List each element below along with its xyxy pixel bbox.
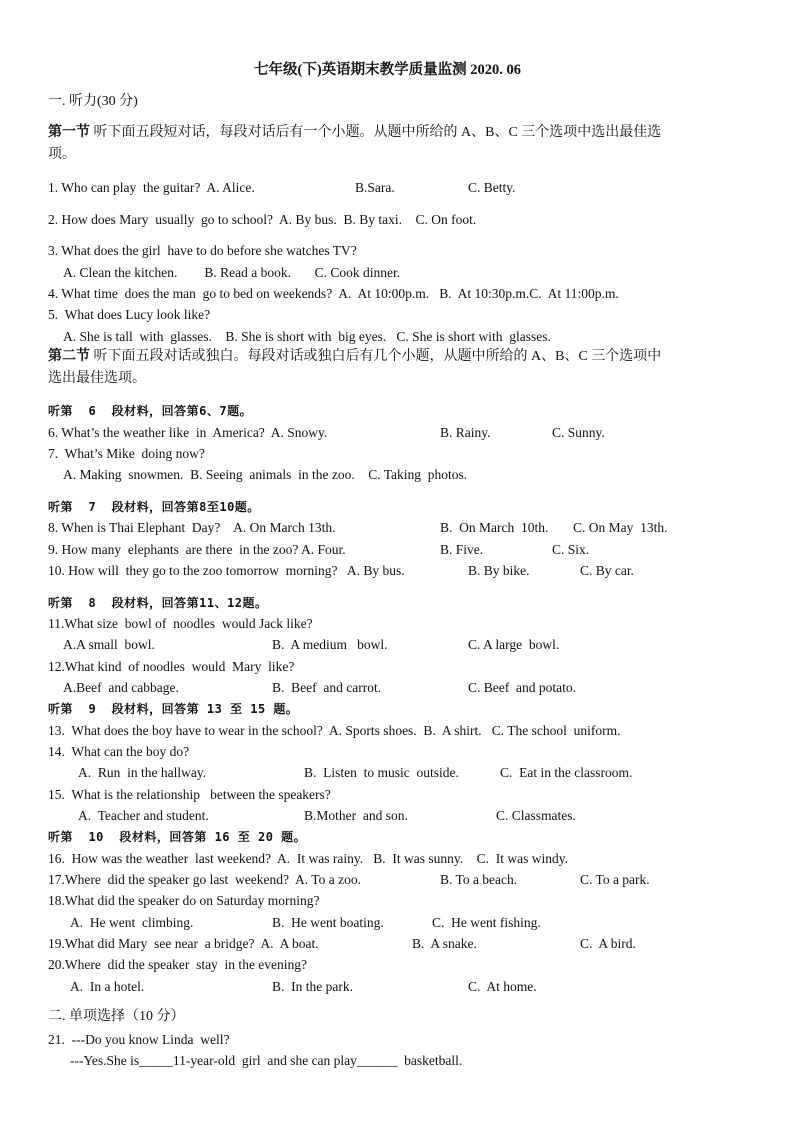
- question-12-option-b: B. Beef and carrot.: [272, 680, 382, 695]
- question-19-option-c: C. A bird.: [580, 936, 636, 951]
- part1-instructions: 第一节 听下面五段短对话，每段对话后有一个小题。从题中所给的 A、B、C 三个选项中选出最佳选: [48, 125, 662, 140]
- question-11: 11.What size bowl of noodles would Jack like?: [48, 616, 313, 631]
- question-4: 4. What time does the man go to bed on weekends? A. At 10:00p.m. B. At 10:30p.m.C. At 11:00p.m.: [48, 286, 619, 301]
- exam-title: 七年级(下)英语期末教学质量监测 2020. 06: [254, 62, 522, 78]
- question-15-option-c: C. Classmates.: [496, 808, 576, 823]
- question-5: 5. What does Lucy look like?: [48, 307, 211, 322]
- question-20-option-b: B. In the park.: [272, 979, 353, 994]
- question-6-option-b: B. Rainy.: [440, 425, 491, 440]
- question-12-option-a: A.Beef and cabbage.: [63, 680, 179, 695]
- question-21-line2: ---Yes.She is_____11-year-old girl and she can play______ basketball.: [70, 1053, 463, 1068]
- question-14: 14. What can the boy do?: [48, 744, 190, 759]
- section-listening-heading: 一. 听力(30 分): [48, 94, 138, 109]
- question-10-option-c: C. By car.: [580, 563, 634, 578]
- question-20-option-c: C. At home.: [468, 979, 537, 994]
- section-choice-heading: 二. 单项选择（10 分）: [48, 1009, 185, 1024]
- question-7: 7. What’s Mike doing now?: [48, 446, 205, 461]
- part2-label: 第二节: [48, 349, 90, 364]
- question-14-option-a: A. Run in the hallway.: [78, 765, 207, 780]
- question-9-option-b: B. Five.: [440, 542, 484, 557]
- question-7-options: A. Making snowmen. B. Seeing animals in the zoo. C. Taking photos.: [63, 467, 468, 482]
- question-3-options: A. Clean the kitchen. B. Read a book. C. Cook dinner.: [63, 265, 401, 280]
- question-14-option-b: B. Listen to music outside.: [304, 765, 459, 780]
- question-19: 19.What did Mary see near a bridge? A. A boat.: [48, 936, 319, 951]
- group-6-heading: 听第 6 段材料，回答第6、7题。: [48, 404, 253, 418]
- question-2: 2. How does Mary usually go to school? A. By bus. B. By taxi. C. On foot.: [48, 212, 477, 227]
- question-6: 6. What’s the weather like in America? A. Snowy.: [48, 425, 328, 440]
- part2-instructions: 第二节 听下面五段对话或独白。每段对话或独白后有几个小题，从题中所给的 A、B、C 三个选项中: [48, 349, 662, 364]
- question-14-option-c: C. Eat in the classroom.: [500, 765, 633, 780]
- question-16: 16. How was the weather last weekend? A. It was rainy. B. It was sunny. C. It was windy.: [48, 851, 569, 866]
- question-11-option-b: B. A medium bowl.: [272, 637, 388, 652]
- question-8: 8. When is Thai Elephant Day? A. On March 13th.: [48, 520, 336, 535]
- group-8-heading: 听第 8 段材料，回答第11、12题。: [48, 596, 268, 610]
- question-18-option-a: A. He went climbing.: [70, 915, 194, 930]
- question-17-option-c: C. To a park.: [580, 872, 650, 887]
- question-8-option-c: C. On May 13th.: [573, 520, 668, 535]
- group-7-heading: 听第 7 段材料，回答第8至10题。: [48, 500, 260, 514]
- question-18-option-c: C. He went fishing.: [432, 915, 541, 930]
- question-11-option-a: A.A small bowl.: [63, 637, 155, 652]
- part1-instructions-cont: 项。: [48, 147, 76, 162]
- question-9-option-c: C. Six.: [552, 542, 590, 557]
- part2-instructions-cont: 选出最佳选项。: [48, 371, 146, 386]
- question-18: 18.What did the speaker do on Saturday morning?: [48, 893, 320, 908]
- question-1: 1. Who can play the guitar? A. Alice.: [48, 180, 255, 195]
- group-10-heading: 听第 10 段材料，回答第 16 至 20 题。: [48, 830, 307, 844]
- question-11-option-c: C. A large bowl.: [468, 637, 560, 652]
- question-15-option-b: B.Mother and son.: [304, 808, 408, 823]
- question-12-option-c: C. Beef and potato.: [468, 680, 576, 695]
- question-1-option-c: C. Betty.: [468, 180, 516, 195]
- question-19-option-b: B. A snake.: [412, 936, 477, 951]
- question-20-option-a: A. In a hotel.: [70, 979, 145, 994]
- question-15-option-a: A. Teacher and student.: [78, 808, 209, 823]
- question-10: 10. How will they go to the zoo tomorrow morning? A. By bus.: [48, 563, 405, 578]
- question-8-option-b: B. On March 10th.: [440, 520, 549, 535]
- question-5-options: A. She is tall with glasses. B. She is short with big eyes. C. She is short with glasses.: [63, 329, 551, 344]
- question-3: 3. What does the girl have to do before she watches TV?: [48, 243, 357, 258]
- question-18-option-b: B. He went boating.: [272, 915, 384, 930]
- question-20: 20.Where did the speaker stay in the evening?: [48, 957, 308, 972]
- question-15: 15. What is the relationship between the speakers?: [48, 787, 331, 802]
- question-12: 12.What kind of noodles would Mary like?: [48, 659, 295, 674]
- question-10-option-b: B. By bike.: [468, 563, 530, 578]
- question-17: 17.Where did the speaker go last weekend? A. To a zoo.: [48, 872, 361, 887]
- question-21: 21. ---Do you know Linda well?: [48, 1032, 230, 1047]
- part1-label: 第一节: [48, 125, 90, 140]
- question-6-option-c: C. Sunny.: [552, 425, 605, 440]
- question-9: 9. How many elephants are there in the zoo? A. Four.: [48, 542, 346, 557]
- question-13: 13. What does the boy have to wear in the school? A. Sports shoes. B. A shirt. C. The school uniform.: [48, 723, 621, 738]
- group-9-heading: 听第 9 段材料，回答第 13 至 15 题。: [48, 702, 299, 716]
- question-1-option-b: B.Sara.: [355, 180, 395, 195]
- question-17-option-b: B. To a beach.: [440, 872, 518, 887]
